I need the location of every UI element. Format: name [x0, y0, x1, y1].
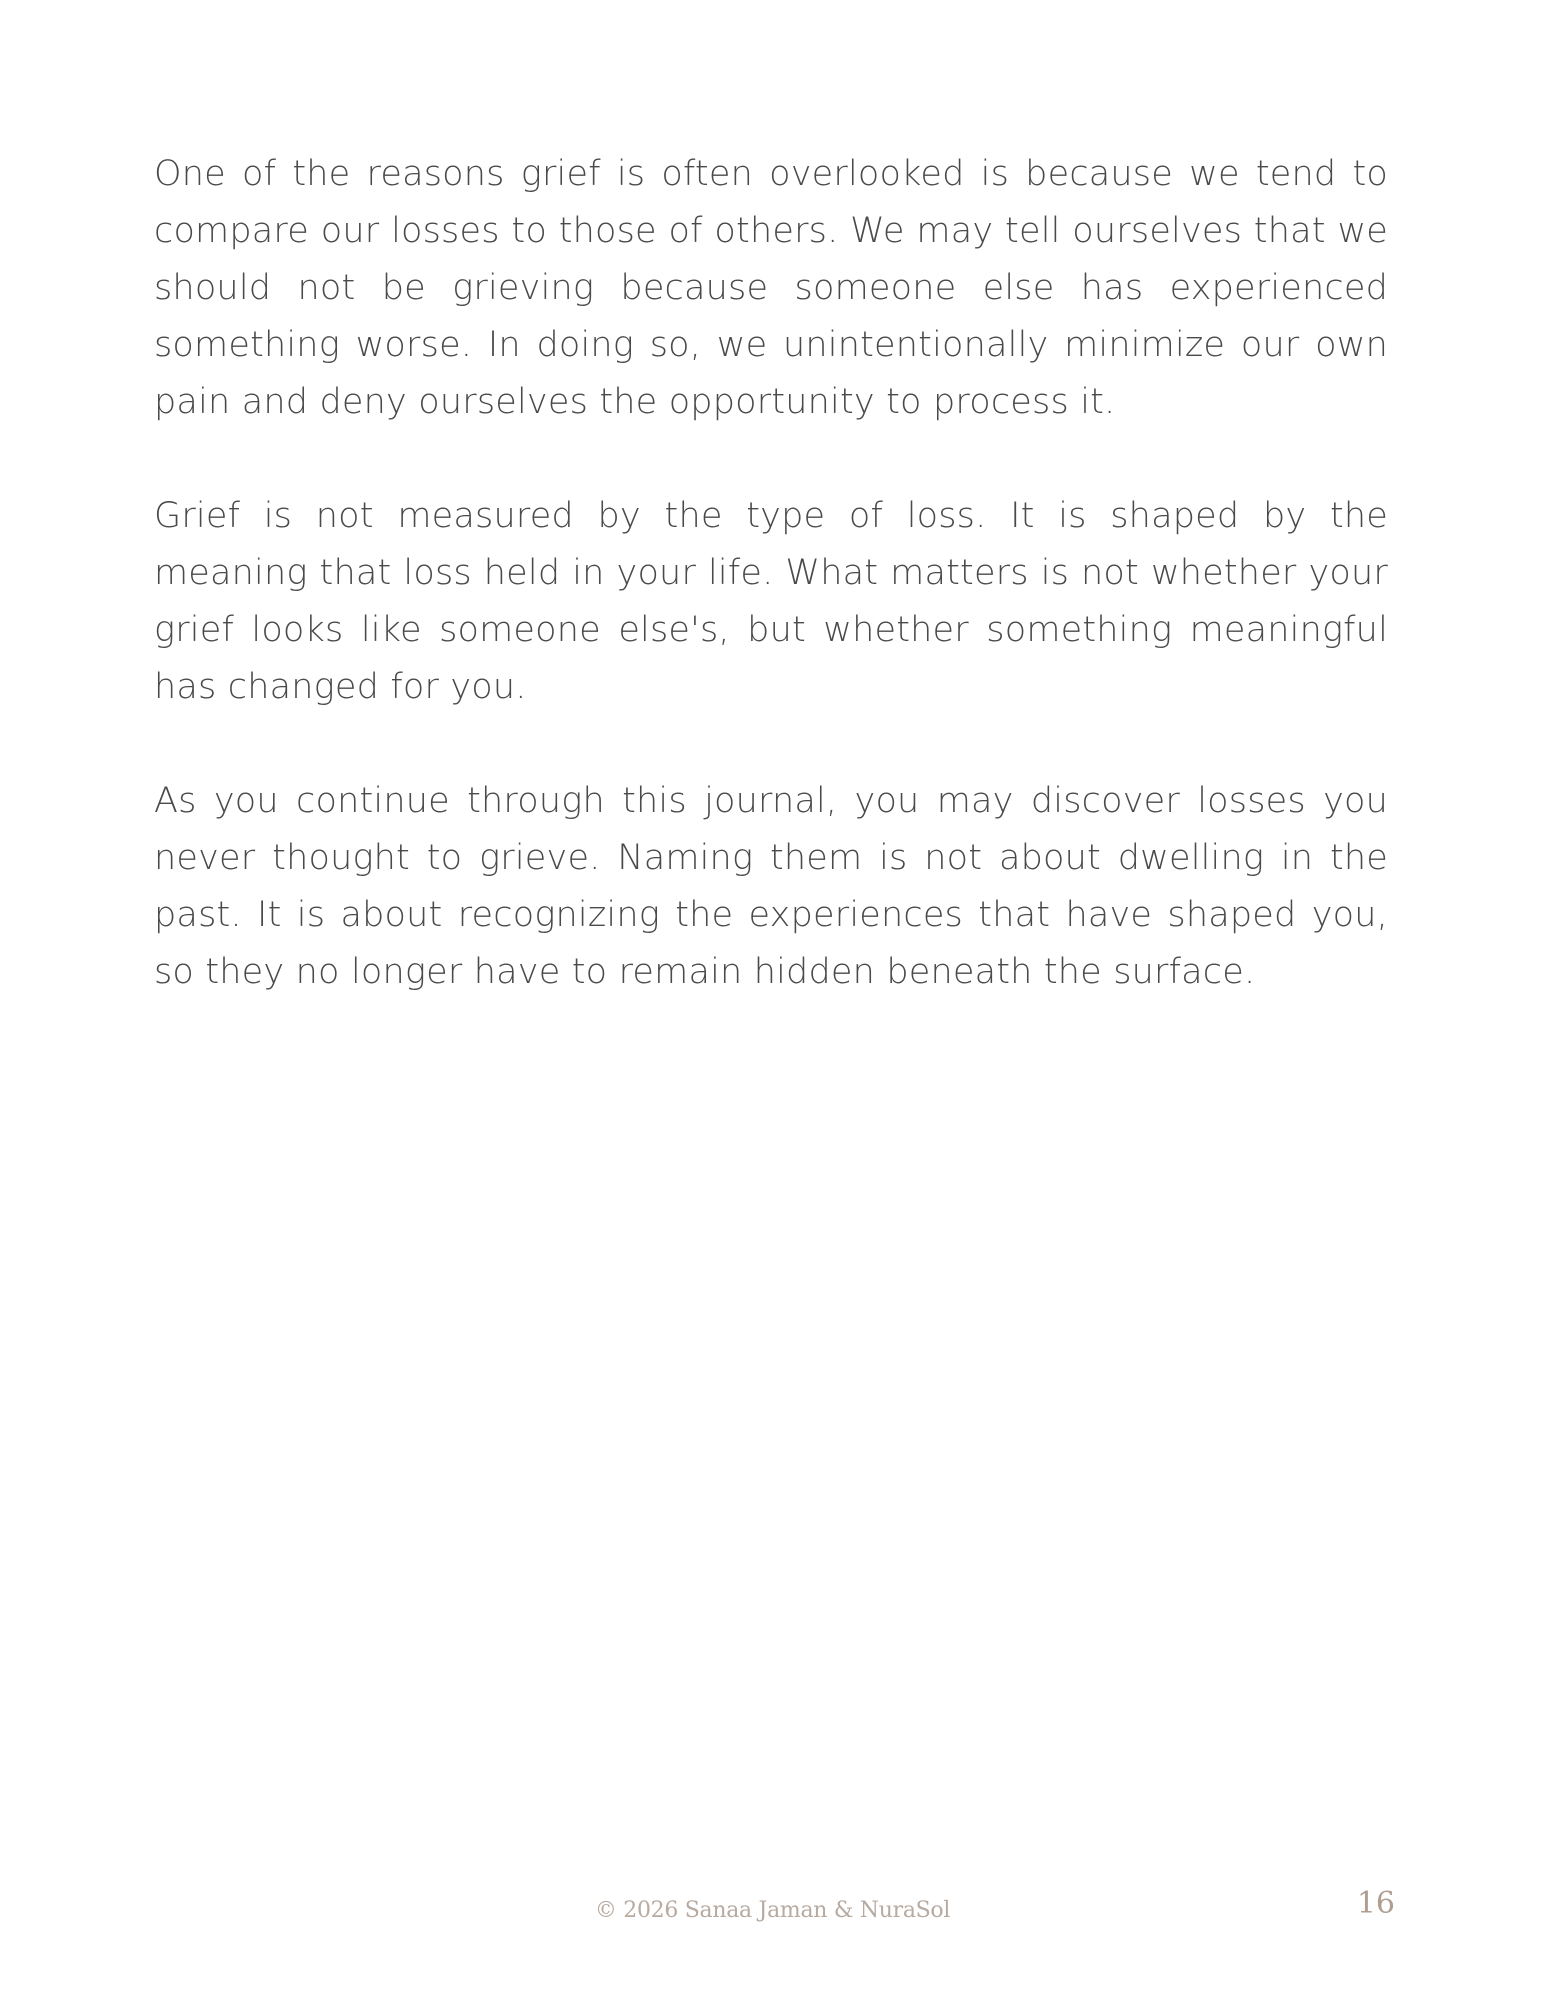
paragraph-1: One of the reasons grief is often overlooked is because we tend to compare our losses to those of others. We may tell ourselves that we should not be grieving because someone else has experienced something worse. In doing so, we unintentionally minimize our own pain and deny ourselves the opportunity to process it.	[154, 154, 1388, 422]
paragraph-2: Grief is not measured by the type of loss. It is shaped by the meaning that loss held in your life. What matters is not whether your grief looks like someone else's, but whether something meaningful has changed for you.	[154, 496, 1388, 707]
page-number: 16	[1356, 1886, 1395, 1921]
footer-copyright: © 2026 Sanaa Jaman & NuraSol	[594, 1898, 951, 1923]
body-text	[154, 146, 1388, 1058]
paragraph-3: As you continue through this journal, you may discover losses you never thought to grieve. Naming them is not about dwelling in the past. It is about recognizing the experiences that have shaped you, so they no longer have to remain hidden beneath the surface.	[154, 781, 1388, 992]
